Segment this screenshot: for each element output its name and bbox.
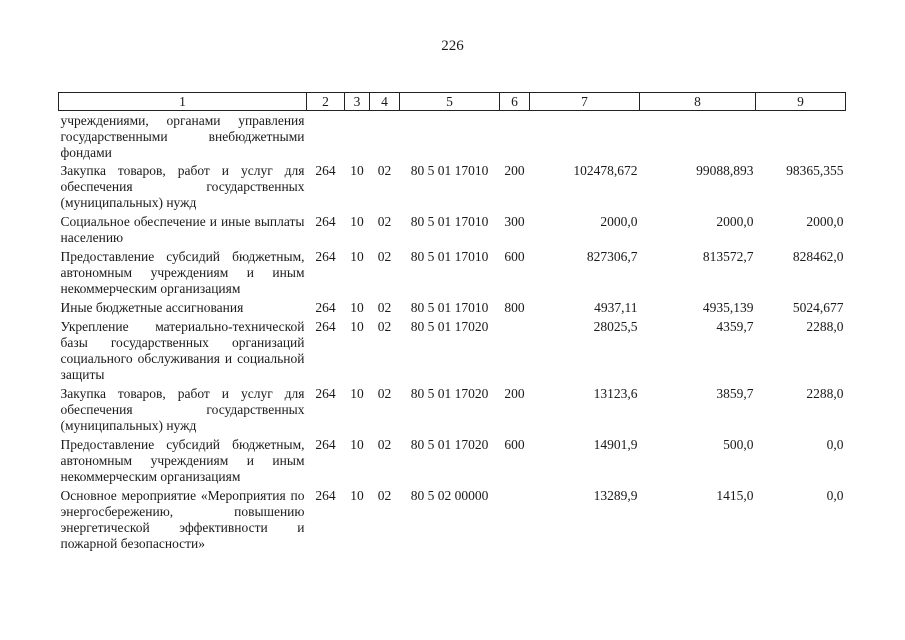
row-ministry-code: 264 [315, 249, 336, 264]
row-target-article: 80 5 02 00000 [410, 488, 489, 503]
row-section-code: 10 [350, 437, 364, 452]
row-value-3: 2288,0 [806, 386, 844, 401]
table-row [59, 317, 846, 384]
row-value-3: 0,0 [826, 488, 844, 503]
row-value-2: 4359,7 [716, 319, 754, 334]
row-ministry-code: 264 [315, 214, 336, 229]
row-value-1: 14901,9 [593, 437, 638, 452]
row-value-2: 1415,0 [716, 488, 754, 503]
row-ministry-code: 264 [315, 488, 336, 503]
table-row [59, 384, 846, 435]
row-expense-type: 200 [504, 386, 525, 401]
header-col-7: 7 [530, 93, 640, 111]
header-col-6: 6 [500, 93, 530, 111]
page-number: 226 [441, 38, 464, 54]
row-value-3: 0,0 [826, 437, 844, 452]
row-ministry-code: 264 [315, 437, 336, 452]
row-value-2: 813572,7 [702, 249, 754, 264]
table-row [59, 212, 846, 247]
row-subsection-code: 02 [377, 214, 392, 229]
row-target-article: 80 5 01 17010 [410, 249, 489, 264]
header-col-2: 2 [307, 93, 345, 111]
row-description: Иные бюджетные ассигнования [60, 300, 244, 315]
header-col-9: 9 [756, 93, 846, 111]
row-value-1: 4937,11 [594, 300, 638, 315]
row-subsection-code: 02 [377, 488, 392, 503]
row-expense-type: 600 [504, 249, 525, 264]
row-section-code: 10 [350, 488, 364, 503]
row-section-code: 10 [350, 249, 364, 264]
row-value-2: 3859,7 [716, 386, 754, 401]
header-col-3: 3 [345, 93, 370, 111]
row-value-1: 28025,5 [593, 319, 638, 334]
row-ministry-code: 264 [315, 300, 336, 315]
row-target-article: 80 5 01 17020 [410, 319, 489, 334]
row-value-2: 99088,893 [696, 163, 754, 178]
row-value-1: 13289,9 [593, 488, 638, 503]
row-subsection-code: 02 [377, 249, 392, 264]
row-description: Предоставление субсидий бюджетным, автономным учреждениям и иным некоммерческим организациям [60, 249, 305, 296]
row-value-1: 2000,0 [600, 214, 638, 229]
row-value-2: 2000,0 [716, 214, 754, 229]
table-row [59, 161, 846, 212]
row-target-article: 80 5 01 17020 [410, 386, 489, 401]
row-expense-type [500, 486, 530, 553]
row-ministry-code: 264 [315, 386, 336, 401]
row-value-1: 13123,6 [593, 386, 638, 401]
row-target-article: 80 5 01 17010 [410, 300, 489, 315]
row-subsection-code: 02 [377, 163, 392, 178]
row-expense-type: 200 [504, 163, 525, 178]
header-col-4: 4 [370, 93, 400, 111]
table-row [59, 298, 846, 317]
row-value-2: 4935,139 [702, 300, 754, 315]
row-value-3: 828462,0 [792, 249, 844, 264]
row-description: Предоставление субсидий бюджетным, автономным учреждениям и иным некоммерческим организациям [60, 437, 305, 484]
row-ministry-code: 264 [315, 163, 336, 178]
table-row [59, 247, 846, 298]
header-col-8: 8 [640, 93, 756, 111]
row-value-1: 827306,7 [586, 249, 638, 264]
row-value-1: 102478,672 [573, 163, 638, 178]
row-description: Закупка товаров, работ и услуг для обеспечения государственных (муниципальных) нужд [60, 163, 305, 210]
row-subsection-code: 02 [377, 386, 392, 401]
row-expense-type: 800 [504, 300, 525, 315]
row-section-code: 10 [350, 319, 364, 334]
row-section-code: 10 [350, 214, 364, 229]
row-value-3: 2000,0 [806, 214, 844, 229]
header-col-1: 1 [59, 93, 307, 111]
continuation-row [59, 111, 846, 162]
continuation-text: учреждениями, органами управления государственными внебюджетными фондами [60, 113, 305, 160]
row-value-3: 5024,677 [792, 300, 844, 315]
row-target-article: 80 5 01 17010 [410, 214, 489, 229]
table-row [59, 435, 846, 486]
row-subsection-code: 02 [377, 300, 392, 315]
budget-table [58, 92, 846, 553]
row-subsection-code: 02 [377, 319, 392, 334]
row-section-code: 10 [350, 386, 364, 401]
row-ministry-code: 264 [315, 319, 336, 334]
row-value-3: 2288,0 [806, 319, 844, 334]
row-expense-type: 600 [504, 437, 525, 452]
row-description: Укрепление материально-технической базы государственных организаций социального обслуживания и социальной защиты [60, 319, 305, 382]
row-expense-type: 300 [504, 214, 525, 229]
row-value-3: 98365,355 [786, 163, 844, 178]
row-section-code: 10 [350, 300, 364, 315]
row-section-code: 10 [350, 163, 364, 178]
row-target-article: 80 5 01 17020 [410, 437, 489, 452]
header-col-5: 5 [400, 93, 500, 111]
row-description: Закупка товаров, работ и услуг для обеспечения государственных (муниципальных) нужд [60, 386, 305, 433]
row-description: Основное мероприятие «Мероприятия по энергосбережению, повышению энергетической эффективности и пожарной безопасности» [60, 488, 305, 551]
row-description: Социальное обеспечение и иные выплаты населению [60, 214, 305, 245]
table-header-row [59, 93, 846, 111]
row-expense-type [500, 317, 530, 384]
row-target-article: 80 5 01 17010 [410, 163, 489, 178]
row-value-2: 500,0 [723, 437, 754, 452]
row-subsection-code: 02 [377, 437, 392, 452]
table-row [59, 486, 846, 553]
